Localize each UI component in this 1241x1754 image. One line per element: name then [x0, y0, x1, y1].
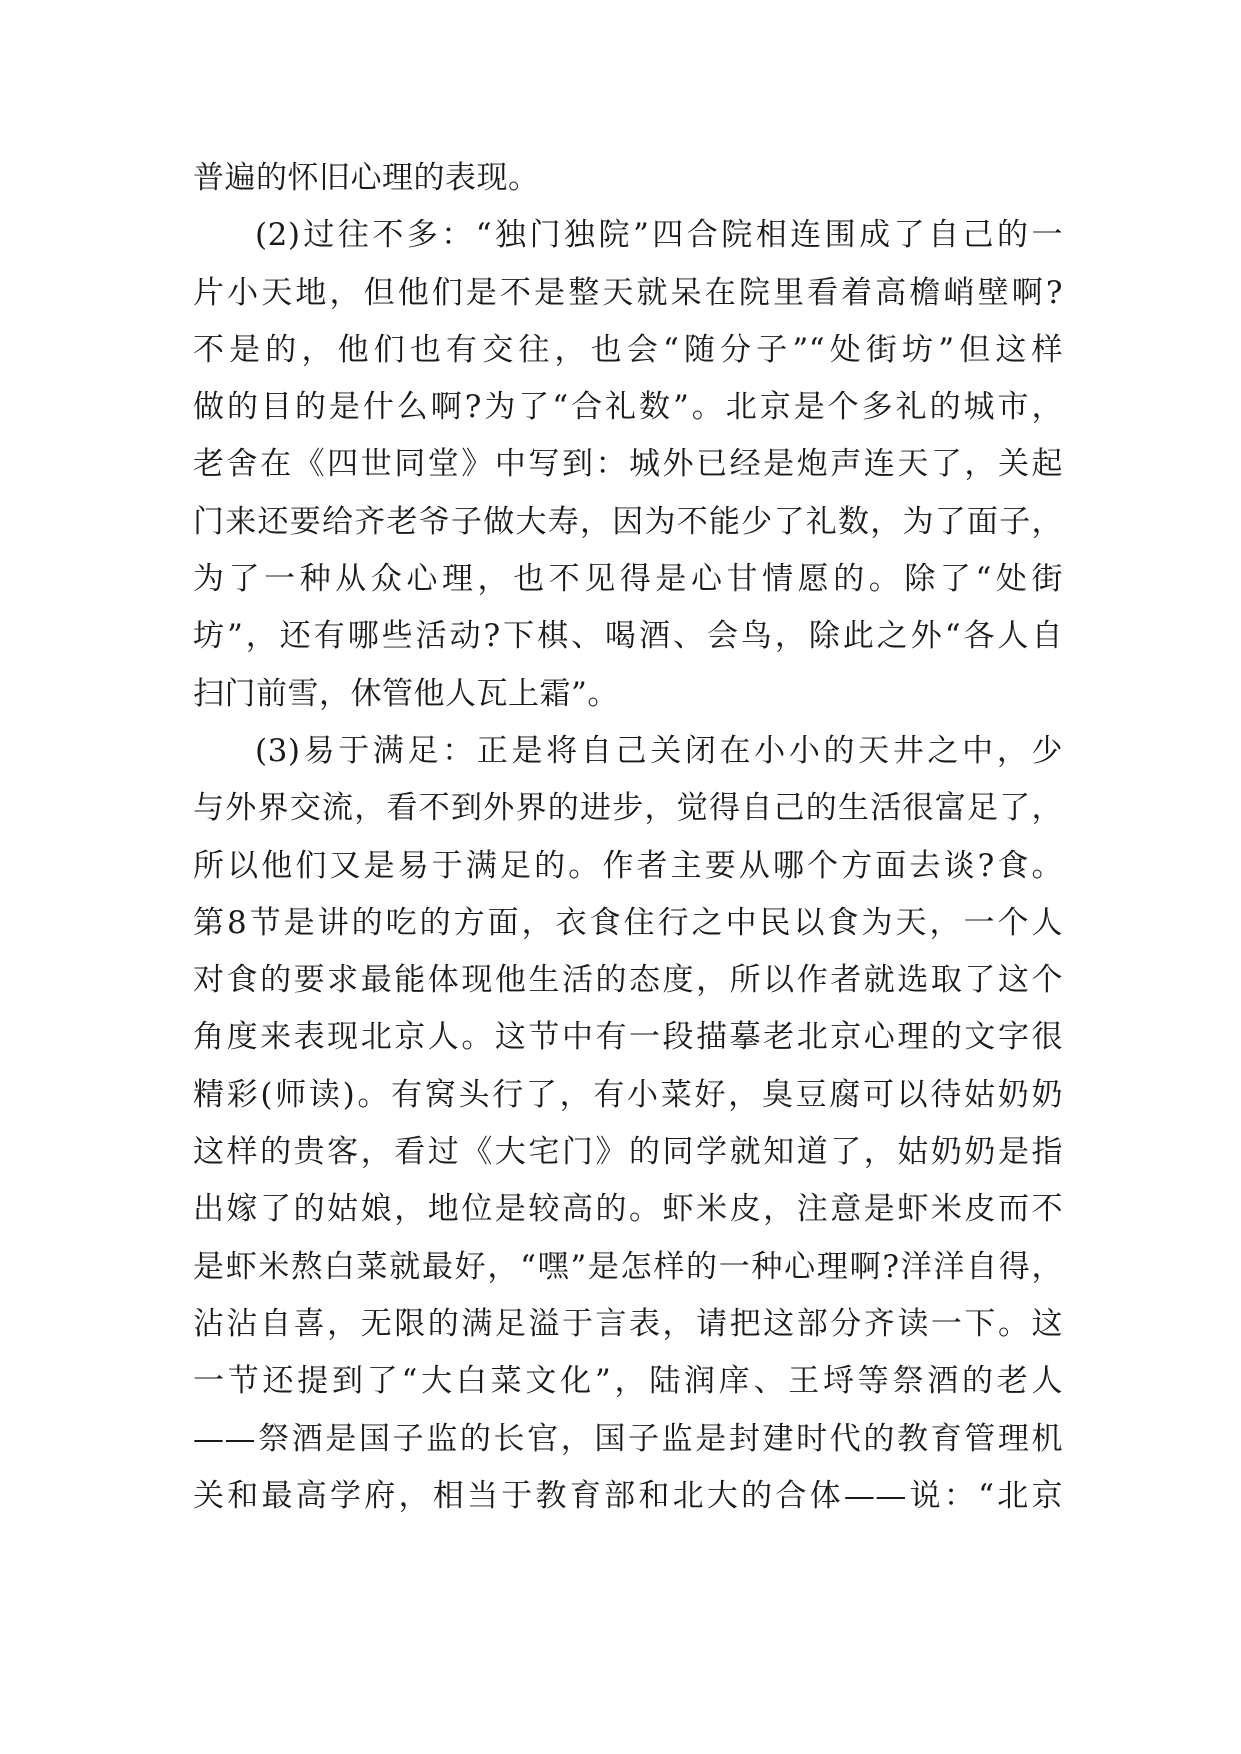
text-line: 出嫁了的姑娘，地位是较高的。虾米皮，注意是虾米皮而不: [193, 1191, 1063, 1228]
text-line: 是虾米熬白菜就最好，“嘿”是怎样的一种心理啊?洋洋自得，: [193, 1248, 1063, 1285]
text-line: 为了一种从众心理，也不见得是心甘情愿的。除了“处街: [193, 561, 1063, 598]
text-line: 片小天地，但他们是不是整天就呆在院里看着高檐峭壁啊?: [193, 274, 1063, 311]
text-line: 沾沾自喜，无限的满足溢于言表，请把这部分齐读一下。这: [193, 1305, 1063, 1342]
text-line: 老舍在《四世同堂》中写到：城外已经是炮声连天了，关起: [193, 446, 1063, 483]
paragraph-3-heading-line: (3)易于满足：正是将自己关闭在小小的天井之中，少: [255, 732, 1063, 769]
text-line: 对食的要求最能体现他生活的态度，所以作者就选取了这个: [193, 962, 1063, 999]
text-line: 扫门前雪，休管他人瓦上霜”。: [193, 675, 619, 712]
paragraph-2-heading-line: (2)过往不多：“独门独院”四合院相连围成了自己的一: [255, 217, 1063, 254]
text-line: 第8节是讲的吃的方面，衣食住行之中民以食为天，一个人: [193, 904, 1063, 941]
text-line: 门来还要给齐老爷子做大寿，因为不能少了礼数，为了面子，: [193, 503, 1063, 540]
text-line: 关和最高学府，相当于教育部和北大的合体——说：“北京: [193, 1477, 1063, 1514]
text-line: 普遍的怀旧心理的表现。: [193, 160, 540, 196]
text-line: 不是的，他们也有交往，也会“随分子”“处街坊”但这样: [193, 331, 1063, 368]
text-line: 一节还提到了“大白菜文化”，陆润庠、王埒等祭酒的老人: [193, 1363, 1063, 1400]
text-line: 与外界交流，看不到外界的进步，觉得自己的生活很富足了，: [193, 790, 1063, 827]
text-line: ——祭酒是国子监的长官，国子监是封建时代的教育管理机: [193, 1420, 1063, 1457]
text-line: 这样的贵客，看过《大宅门》的同学就知道了，姑奶奶是指: [193, 1134, 1063, 1171]
text-line: 所以他们又是易于满足的。作者主要从哪个方面去谈?食。: [193, 847, 1063, 884]
text-line: 精彩(师读)。有窝头行了，有小菜好，臭豆腐可以待姑奶奶: [193, 1076, 1063, 1113]
text-line: 做的目的是什么啊?为了“合礼数”。北京是个多礼的城市，: [193, 389, 1063, 426]
text-line: 角度来表现北京人。这节中有一段描摹老北京心理的文字很: [193, 1019, 1063, 1056]
text-line: 坊”，还有哪些活动?下棋、喝酒、会鸟，除此之外“各人自: [193, 618, 1063, 655]
body-text: [193, 150, 1063, 1525]
